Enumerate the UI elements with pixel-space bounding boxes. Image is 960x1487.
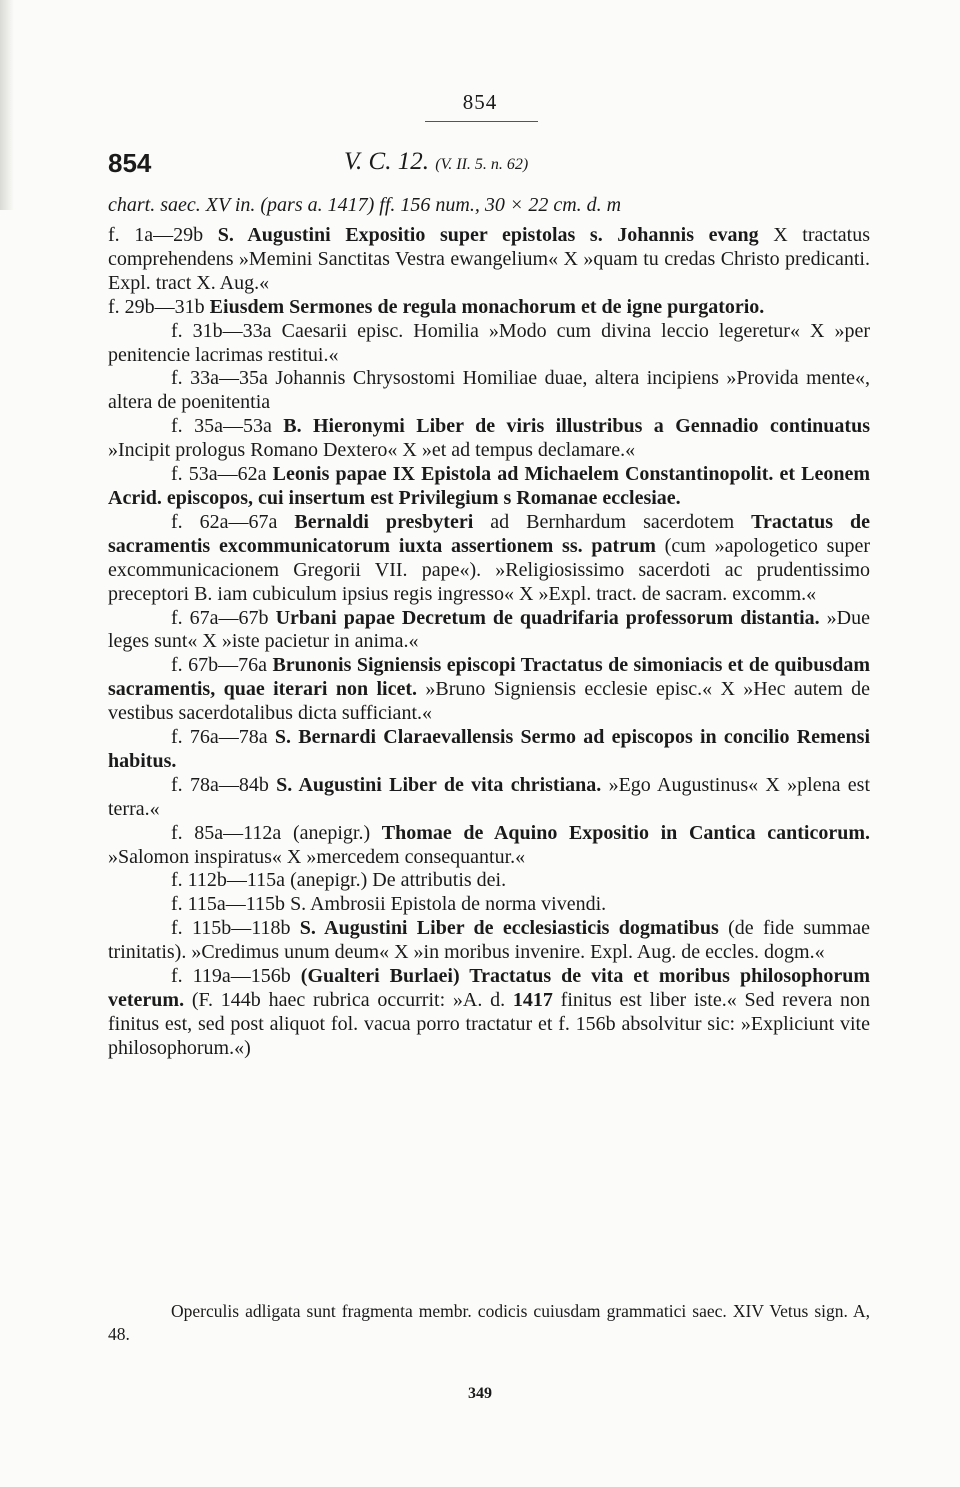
item-text: X tractatus comprehendens »Memini Sanctitas Vestra ewangelium« X »quam tu credas Christo predicanti. Expl. tract X. Aug.« bbox=[108, 224, 871, 294]
item-text: De attributis dei. bbox=[372, 869, 507, 892]
folio-range: f. 76a—78a bbox=[171, 726, 268, 749]
folio-range: f. 53a—62a bbox=[171, 463, 267, 486]
folio-range: f. 78a—84b bbox=[171, 773, 269, 796]
contents-item bbox=[108, 774, 870, 822]
folio-range: f. 67a—67b bbox=[171, 606, 269, 629]
item-text: Caesarii episc. Homilia »Modo cum divina leccio legeretur« X »per penitencie lacrimas restitui.« bbox=[108, 319, 871, 366]
item-text: (F. 144b haec rubrica occurrit: »A. d. bbox=[191, 989, 513, 1011]
item-text: Johannis Chrysostomi Homiliae duae, altera incipiens »Provida mente«, altera de poenitentia bbox=[108, 367, 871, 414]
folio-range: f. 115b—118b bbox=[171, 917, 291, 940]
item-title: Bernaldi presbyteri bbox=[294, 510, 474, 533]
item-title: Urbani papae Decretum de quadrifaria professorum distantia. bbox=[275, 606, 820, 629]
item-text: »Salomon inspiratus« X »mercedem consequantur.« bbox=[108, 845, 526, 868]
item-title: S. Augustini Liber de vita christiana. bbox=[276, 773, 602, 796]
entry-heading bbox=[108, 148, 868, 188]
page-number: 349 bbox=[468, 1385, 492, 1402]
contents-item bbox=[108, 367, 870, 415]
item-title: Brunonis Signiensis episcopi Tractatus de simoniacis et de quibusdam sacramentis, quae iterari non licet. bbox=[108, 654, 870, 701]
contents-item bbox=[108, 726, 870, 774]
shelfmark-main: V. C. 12. bbox=[344, 148, 429, 175]
item-text: (de fide summae trinitatis). »Credimus unum deum« X »in moribus invenire. Expl. Aug. de eccles. dogm.« bbox=[108, 917, 871, 964]
running-head: 854 bbox=[462, 90, 498, 114]
contents-item bbox=[108, 296, 870, 320]
contents-item bbox=[108, 869, 870, 893]
folio-range: f. 115a—115b bbox=[171, 893, 286, 916]
running-head-rule bbox=[425, 121, 538, 122]
item-title: S. Augustini Liber de ecclesiasticis dogmatibus bbox=[299, 917, 719, 940]
contents-item bbox=[108, 224, 870, 296]
item-title: B. Hieronymi Liber de viris illustribus a Gennadio continuatus bbox=[283, 415, 870, 438]
contents-item bbox=[108, 511, 870, 607]
item-text: ad Bernhardum sacerdotem bbox=[490, 510, 752, 533]
item-text: »Due leges sunt« X »iste pacietur in anima.« bbox=[108, 606, 870, 653]
binding-note: Operculis adligata sunt fragmenta membr. codicis cuiusdam grammatici saec. XIV Vetus sign. A, 48. bbox=[108, 1301, 870, 1344]
item-title: (Gualteri Burlaei) Tractatus de vita et moribus philosophorum veterum. bbox=[108, 965, 871, 1011]
contents-item bbox=[108, 607, 870, 655]
item-title: Leonis papae IX Epistola ad Michaelem Constantinopolit. et Leonem Acrid. episcopos, cui insertum est Privilegium s Romanae ecclesiae. bbox=[108, 463, 871, 509]
item-title-cont: 1417 bbox=[512, 989, 553, 1011]
item-title-cont: Tractatus de sacramentis excommunicatorum iuxta assertionem ss. patrum bbox=[108, 510, 871, 557]
item-title: S. Bernardi Claraevallensis Sermo ad episcopos in concilio Remensi habitus. bbox=[108, 726, 871, 772]
item-text-cont: finitus est liber iste.« Sed revera non finitus est, sed post aliquot fol. vacua porro tractatur et f. 156b absolvitur sic: »Expliciunt vite philosophorum.«) bbox=[108, 989, 871, 1059]
item-title: Eiusdem Sermones de regula monachorum et de igne purgatorio. bbox=[209, 295, 765, 318]
item-title: Thomae de Aquino Expositio in Cantica canticorum. bbox=[381, 821, 870, 844]
contents-item bbox=[108, 654, 870, 726]
contents-item bbox=[108, 822, 870, 870]
entry-number: 854 bbox=[108, 148, 152, 178]
folio-range: f. 1a—29b bbox=[108, 224, 204, 246]
item-text: »Incipit prologus Romano Dextero« X »et ad tempus declamare.« bbox=[108, 439, 636, 462]
contents-item bbox=[108, 893, 870, 917]
contents-item bbox=[108, 463, 870, 511]
contents-item bbox=[108, 965, 870, 1061]
shelfmark-old: (V. II. 5. n. 62) bbox=[435, 156, 529, 173]
folio-range: f. 29b—31b bbox=[108, 295, 205, 318]
item-text-cont: (cum »apologetico super excommunicacionem Gregorii VII. pape«). »Religiosissimo sacerdoti ac prudentissimo preceptori B. iam cubiculum ipsius regis ingresso« X »Expl. tract. de sacram. excomm.« bbox=[108, 534, 870, 605]
contents-item bbox=[108, 917, 870, 965]
folio-range: f. 112b—115a bbox=[171, 869, 286, 892]
contents-list bbox=[108, 224, 870, 1061]
physical-description: chart. saec. XV in. (pars a. 1417) ff. 156 num., 30 × 22 cm. d. m bbox=[108, 194, 622, 216]
folio-range: f. 85a—112a bbox=[171, 821, 282, 844]
folio-range: f. 119a—156b bbox=[171, 965, 291, 988]
item-text: S. Ambrosii Epistola de norma vivendi. bbox=[290, 893, 607, 916]
contents-item bbox=[108, 415, 870, 463]
anepigr-note: (anepigr.) bbox=[290, 869, 368, 892]
anepigr-note: (anepigr.) bbox=[292, 821, 371, 844]
item-text: »Ego Augustinus« X »plena est terra.« bbox=[108, 773, 871, 820]
shelfmark bbox=[344, 148, 528, 176]
contents-item bbox=[108, 320, 870, 368]
folio-range: f. 62a—67a bbox=[171, 510, 278, 533]
folio-range: f. 33a—35a bbox=[171, 367, 268, 390]
folio-range: f. 67b—76a bbox=[171, 654, 267, 677]
item-title: S. Augustini Expositio super epistolas s. Johannis evang bbox=[217, 224, 759, 246]
folio-range: f. 31b—33a bbox=[171, 319, 272, 342]
item-text: »Bruno Signiensis ecclesie episc.« X »Hec autem de vestibus sacerdotalibus dicta sufficiant.« bbox=[108, 678, 870, 725]
folio-range: f. 35a—53a bbox=[171, 415, 272, 438]
